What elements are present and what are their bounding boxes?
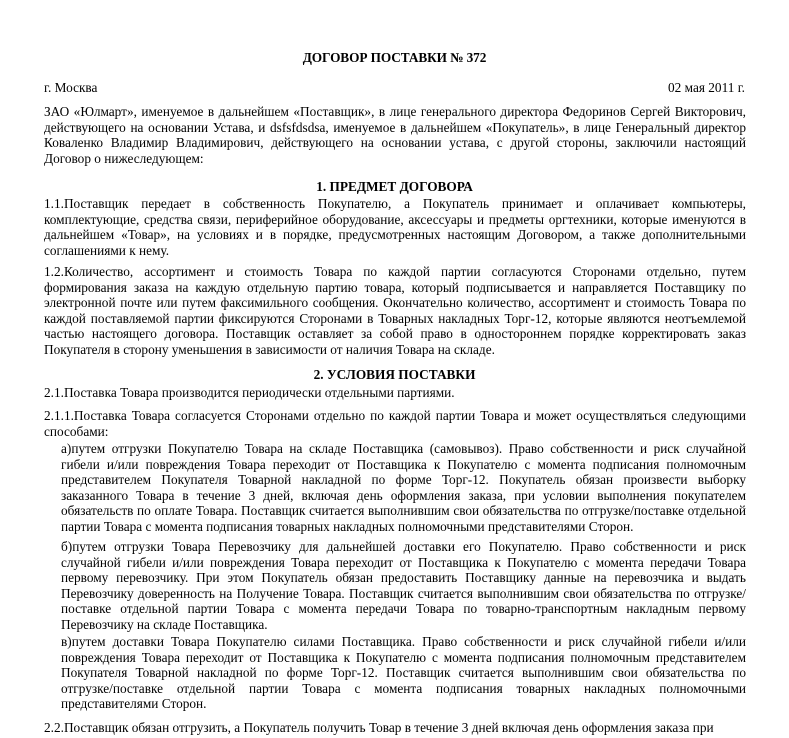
clause-1-2: 1.2.Количество, ассортимент и стоимость Товара по каждой партии согласуются Сторонами отдельно, путем формирования заказа на каждую отдельную партию товара, который подписывается и направляется Поставщику по электронной почте или путем факсимильного сообщения. Окончательно количество, ассортимент и стоимость Товара по каждой поставляемой партии фиксируются Сторонами в Товарных накладных Торг-12, которые являются неотъемлемой частью настоящего договора. Поставщик оставляет за собой право в одностороннем порядке корректировать заказ Покупателя в сторону уменьшения в зависимости от наличия Товара на складе. [44,264,746,357]
document-title: ДОГОВОР ПОСТАВКИ № 372 [302,50,487,65]
section-1-heading: 1. ПРЕДМЕТ ДОГОВОРА [316,179,473,194]
method-b: б)путем отгрузки Товара Перевозчику для дальнейшей доставки его Покупателю. Право собственности и риск случайной гибели и/или повреждения Товара переходит от Поставщика к Покупателю с момента передачи Товара первому перевозчику. При этом Покупатель обязан предоставить Поставщику данные на перевозчика и выдать Перевозчику доверенность на Получение Товара. Поставщик считается выполнившим свои обязательства по отгрузке/поставке отдельной партии Товара с момента передачи Товара по товарно-транспортным накладным первому Перевозчику на складе Поставщика. [61,539,746,632]
clause-1-1: 1.1.Поставщик передает в собственность Покупателю, а Покупатель принимает и оплачивает компьютеры, комплектующие, средства связи, периферийное оборудование, аксессуары и предметы оргтехники, которые именуются в дальнейшем «Товар», на условиях и в порядке, предусмотренных настоящим Договором, а также дополнительными соглашениями к нему. [44,196,746,258]
clause-2-1: 2.1.Поставка Товара производится периодически отдельными партиями. [44,385,455,400]
clause-2-2: 2.2.Поставщик обязан отгрузить, а Покупатель получить Товар в течение 3 дней включая день оформления заказа при [44,720,714,735]
intro-paragraph: ЗАО «Юлмарт», именуемое в дальнейшем «Поставщик», в лице генерального директора Федоринов Сергей Викторович, действующего на основании Устава, и dsfsfdsdsa, именуемое в дальнейшем «Покупатель», в лице Генеральный директор Коваленко Владимир Владимирович, действующего на основании устава, с другой стороны, заключили настоящий Договор о нижеследующем: [44,104,746,166]
date-label: 02 мая 2011 г. [668,80,745,95]
place-date-row [44,80,745,96]
city-label: г. Москва [44,80,98,95]
section-2-heading: 2. УСЛОВИЯ ПОСТАВКИ [313,367,476,382]
method-v: в)путем доставки Товара Покупателю силами Поставщика. Право собственности и риск случайной гибели и/или повреждения Товара переходит от Поставщика к Покупателю с момента подписания полномочным представителем Покупателя Товарной накладной по форме Торг-12. Поставщик считается выполнившим свои обязательства по отгрузке/поставке отдельной партии Товара с момента подписания товарных накладных полномочными представителями Сторон. [61,634,746,712]
method-a: а)путем отгрузки Покупателю Товара на складе Поставщика (самовывоз). Право собственности и риск случайной гибели и/или повреждения Товара переходит от Поставщика к Покупателю с момента подписания полномочным представителем Покупателя Товарной накладной по форме Торг-12. Покупатель обязан произвести выборку заказанного Товара в течение 3 дней, включая день оформления заказа, при условии выполнения покупателем обязательств по оплате Товара. Поставщик считается выполнившим свои обязательства по отгрузке/поставке отдельной партии Товара с момента подписания товарных накладных полномочными представителями Сторон. [61,441,746,534]
clause-2-1-1: 2.1.1.Поставка Товара согласуется Сторонами отдельно по каждой партии Товара и может осуществляться следующими способами: [44,408,746,439]
